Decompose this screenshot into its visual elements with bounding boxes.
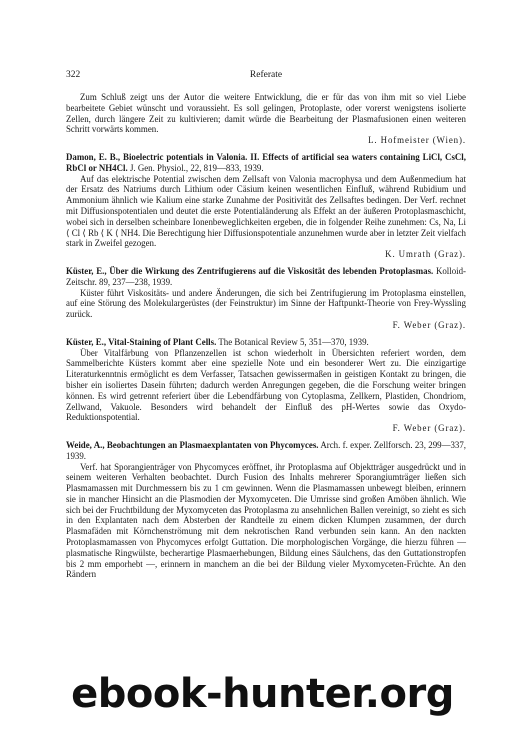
review-heading (66, 440, 466, 462)
review-heading (66, 337, 466, 348)
page-number: 322 (66, 70, 81, 80)
review-body: Zum Schluß zeigt uns der Autor die weitere Entwicklung, die er für das von ihm mit so viel Liebe bearbeitete Gebiet wünscht und voraussieht. Es soll gelingen, Protoplaste, oder vorerst wenigstens isolierte Zellen, durch längere Zeit zu kultivieren; damit würde die Bearbeitung der Plasmafusionen einen weiteren Schritt vorwärts kommen. (66, 92, 466, 135)
review-body: Über Vitalfärbung von Pflanzenzellen ist schon wiederholt in Übersichten referiert worden, dem Sammelberichte Küsters kommt aber eine spezielle Note und ein besonderer Wert zu. Die einzigartige Literaturkenntnis ermöglicht es dem Verfasser, Tatsachen gewissermaßen in geistigen Kontakt zu bringen, die bisher ein isoliertes Dasein führten; dadurch werden Anregungen gegeben, die die Forschung weiter bringen können. Es wird getrennt referiert über die Lebendfärbung von Cytoplasma, Zellkern, Plastiden, Chondriom, Zellwand, Vakuole. Besonders wird behandelt der Einfluß des pH-Wertes sowie das Oxydo-Reduktionspotential. (66, 347, 466, 423)
review-title: Damon, E. B., Bioelectric potentials in Valonia. II. Effects of artificial sea waters containing LiCl, CsCl, RbCl or NH4Cl. (66, 151, 466, 173)
running-title: Referate (249, 70, 283, 80)
reviewer-signature: L. Hofmeister (Wien). (368, 135, 466, 146)
review-heading (66, 152, 466, 174)
review-title: Küster, E., Über die Wirkung des Zentrifugierens auf die Viskosität des lebenden Protoplasmas. (66, 265, 434, 276)
review-citation: The Botanical Review 5, 351—370, 1939. (218, 336, 369, 347)
review-entry (66, 337, 466, 434)
reviewer-signature: K. Umrath (Graz). (385, 249, 466, 260)
review-body: Küster führt Viskositäts- und andere Änderungen, die sich bei Zentrifugierung im Protoplasma einstellen, auf eine Störung des Molekulargerüstes (der Feinstruktur) im Sinne der Haftpunkt-Theorie von Frey-Wyssling zurück. (66, 287, 466, 320)
review-body: Verf. hat Sporangienträger von Phycomyces eröffnet, ihr Protoplasma auf Objektträger ausgedrückt und in seinem weiteren Verhalten beobachtet. Durch Fusion des Inhalts mehrerer Sporangiumträger ließen sich Plasmamassen mit Durchmessern bis zu 1 cm gewinnen. Wenn die Plasmamassen unbewegt bleiben, erinnern sie in mancher Hinsicht an die Plasmodien der Myxomyceten. Die Umrisse sind großen Amöben ähnlich. Wie sich bei der Fruchtbildung der Myxomyceten das Protoplasma zu ansehnlichen Ballen vereinigt, so zieht es sich in den Explantaten nach dem Absterben der Randteile zu einem dicken Klumpen zusammen, der durch Plasmafäden mit Körnchenströmung mit dem nekrotischen Rand verbunden sein kann. An den nackten Protoplasmamassen von Phycomyces erfolgt Guttation. Die morphologischen Vorgänge, die hierzu führen — plasmatische Ringwülste, becherartige Plasmaerhebungen, Bildung eines Säulchens, das den Guttationstropfen bis 2 mm emporhebt —, erinnern in manchem an die bei der Bildung vieler Myxomyceten-Früchte. An den Rändern (66, 461, 466, 580)
review-title: Küster, E., Vital-Staining of Plant Cells. (66, 336, 217, 347)
review-entry (66, 440, 466, 580)
review-citation: Kolloid-Zeitschr. 89, 237—238, 1939. (66, 265, 467, 287)
review-heading (66, 266, 466, 288)
reviewer-signature: F. Weber (Graz). (392, 319, 466, 330)
reviewer-signature: F. Weber (Graz). (392, 423, 466, 434)
page-header (66, 70, 466, 84)
review-entry (66, 92, 466, 146)
review-citation: Arch. f. exper. Zellforsch. 23, 299—337, 1939. (66, 439, 466, 461)
review-body: Auf das elektrische Potential zwischen dem Zellsaft von Valonia macrophysa und dem Außenmedium hat der Ersatz des Natriums durch Lithium oder Cäsium keinen wesentlichen Einfluß, während Rubidium und Ammonium ähnlich wie Kalium eine starke Zunahme der Positivität des Zellsaftes bedingen. Der Verf. rechnet mit Diffusionspotentialen und deutet die erste Potentialänderung als Effekt an der äußeren Protoplasmaschicht, wobei sich in derselben scheinbare Ionenbeweglichkeiten ergeben, die in folgender Reihe zunehmen: Cs, Na, Li ⟨ Cl ⟨ Rb ⟨ K ⟨ NH4. Die Berechtigung hier Diffusionspotentiale anzunehmen wurde aber in letzter Zeit vielfach stark in Zweifel gezogen. (66, 173, 466, 249)
review-title: Weide, A., Beobachtungen an Plasmaexplantaten von Phycomyces. (66, 439, 319, 450)
review-citation: J. Gen. Physiol., 22, 819—833, 1939. (129, 162, 264, 173)
watermark: ebook-hunter.org (71, 671, 454, 717)
review-entry (66, 266, 466, 331)
review-entry (66, 152, 466, 260)
text-column (66, 92, 466, 580)
